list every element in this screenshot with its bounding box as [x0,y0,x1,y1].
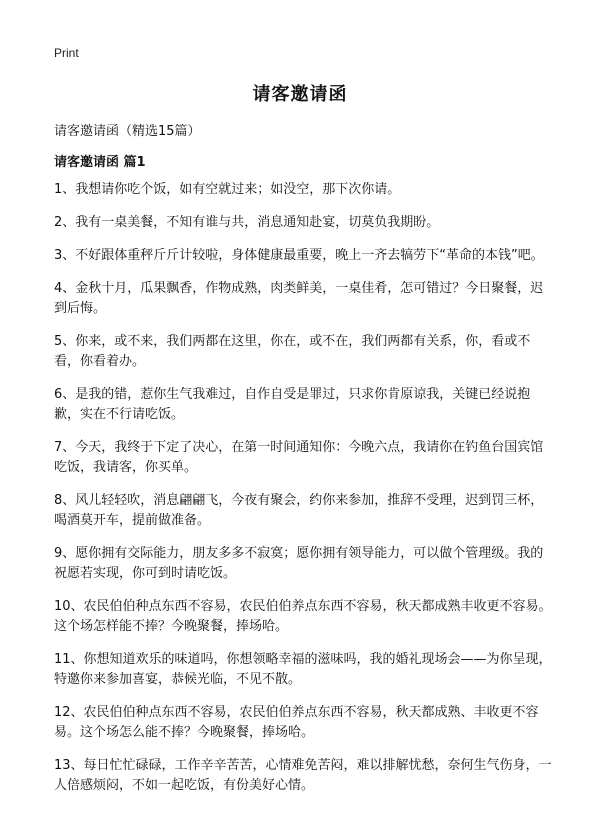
print-link[interactable]: Print [54,46,79,60]
page-title: 请客邀请函 [252,84,348,105]
document-subtitle: 请客邀请函（精选15篇） [54,124,201,139]
list-item: 9、愿你拥有交际能力，朋友多多不寂寞；愿你拥有领导能力，可以做个管理级。我的祝愿若实现，你可到时请吃饭。 [54,546,544,581]
list-item: 4、金秋十月，瓜果飘香，作物成熟，肉类鲜美，一桌佳肴，怎可错过？今日聚餐，迟到后悔。 [54,281,544,316]
list-item: 2、我有一桌美餐，不知有谁与共，消息通知赴宴，切莫负我期盼。 [54,215,440,230]
section-heading: 请客邀请函 篇1 [54,155,146,170]
list-item: 1、我想请你吃个饭，如有空就过来；如没空，那下次你请。 [54,182,401,197]
list-item: 7、今天，我终于下定了决心，在第一时间通知你：今晚六点，我请你在钓鱼台国宾馆吃饭，我请客，你买单。 [54,440,544,475]
list-item: 6、是我的错，惹你生气我难过，自作自受是罪过，只求你肯原谅我，关键已经说抱歉，实在不行请吃饭。 [54,387,531,422]
list-item: 13、每日忙忙碌碌，工作辛辛苦苦，心情难免苦闷，难以排解忧愁，奈何生气伤身，一人倍感烦闷，不如一起吃饭，有份美好心情。 [54,758,552,793]
list-item: 11、你想知道欢乐的味道吗，你想领略幸福的滋味吗，我的婚礼现场会——为你呈现，特邀你来参加喜宴，恭候光临，不见不散。 [54,652,552,687]
list-item: 12、农民伯伯种点东西不容易，农民伯伯养点东西不容易，秋天都成熟、丰收更不容易。这个场怎么能不捧？今晚聚餐，捧场哈。 [54,705,539,740]
list-item: 8、风儿轻轻吹，消息翩翩飞，今夜有聚会，约你来参加，推辞不受理，迟到罚三杯，喝酒莫开车，提前做准备。 [54,493,544,528]
list-item: 5、你来，或不来，我们两都在这里，你在，或不在，我们两都有关系，你，看或不看，你看着办。 [54,334,531,369]
list-item: 10、农民伯伯种点东西不容易，农民伯伯养点东西不容易，秋天都成熟丰收更不容易。这个场怎样能不捧？今晚聚餐，捧场哈。 [54,599,552,634]
invitation-list [54,180,554,809]
list-item: 3、不好跟体重秤斤斤计较啦，身体健康最重要，晚上一齐去犒劳下“革命的本钱”吧。 [54,248,544,263]
